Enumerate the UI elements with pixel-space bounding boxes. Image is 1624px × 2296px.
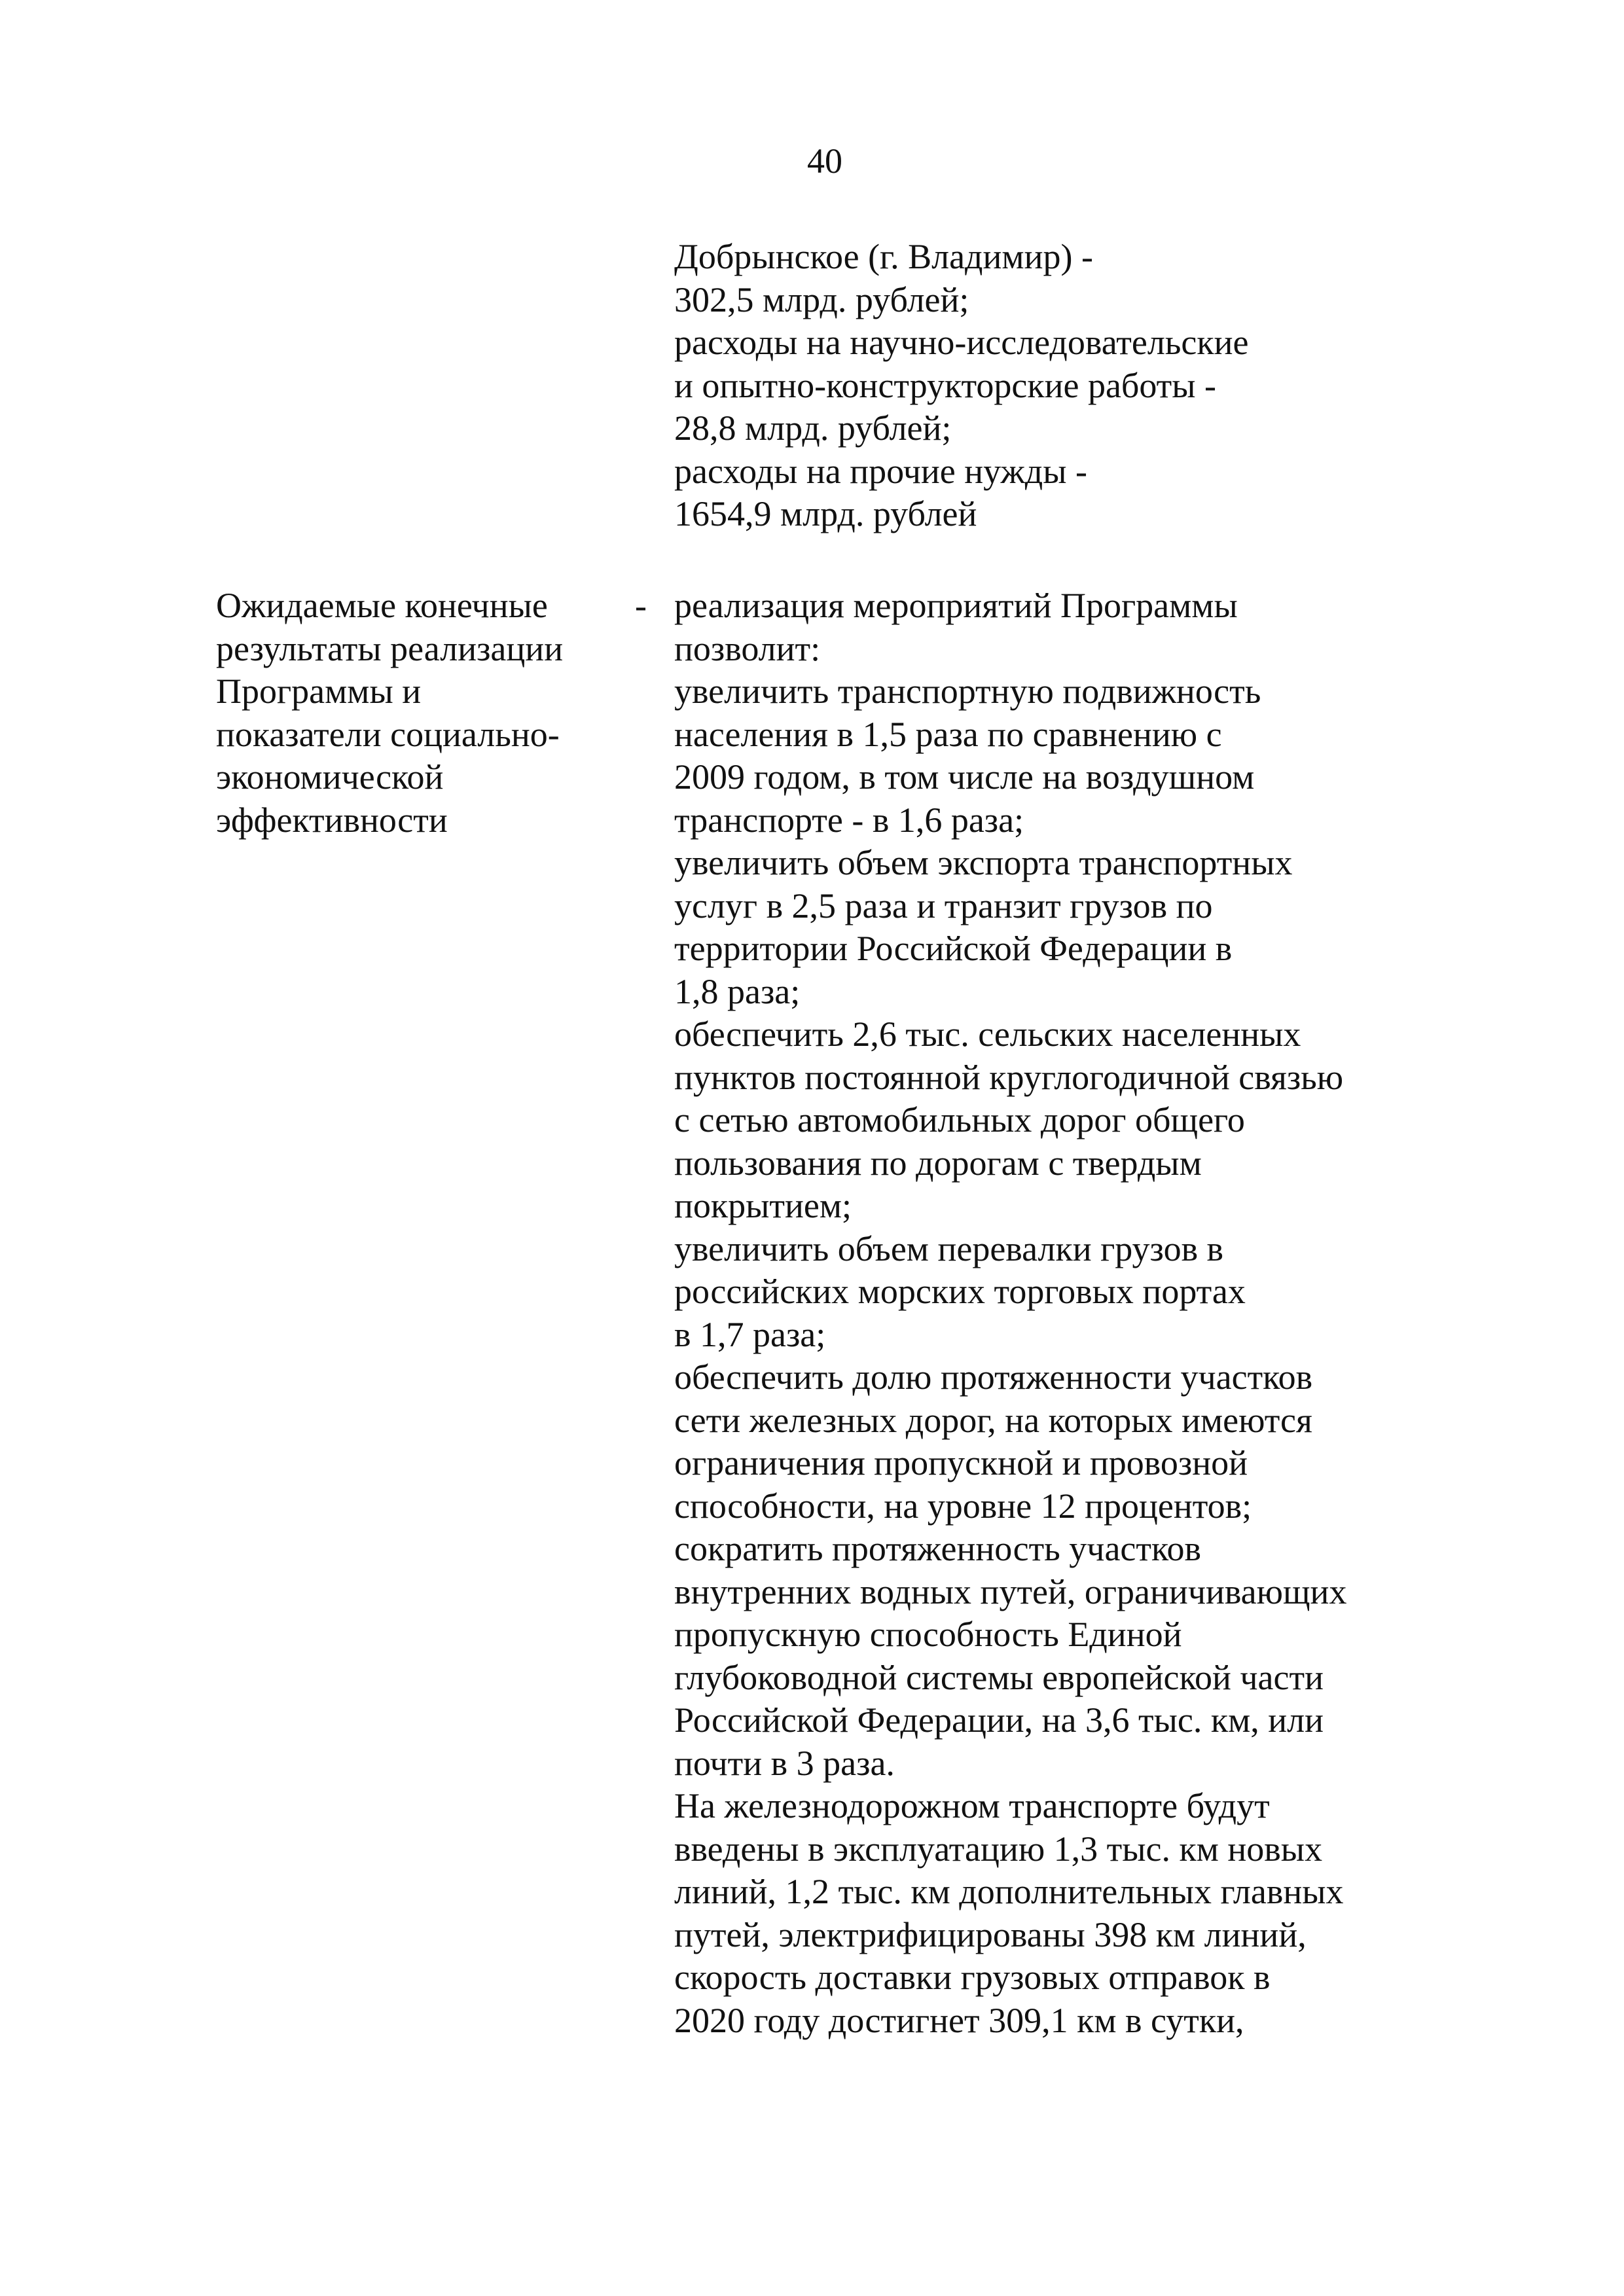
results-content-text-line: 1,8 раза; [674, 971, 801, 1011]
results-content-text-line: российских морских торговых портах [674, 1272, 1246, 1311]
results-content-text-line: в 1,7 раза; [674, 1314, 826, 1354]
funding-text-line: 1654,9 млрд. рублей [674, 494, 977, 533]
results-content-text-line: глубоководной системы европейской части [674, 1657, 1324, 1697]
funding-text-line: Добрынское (г. Владимир) - [674, 237, 1093, 276]
results-content-text-line: услуг в 2,5 раза и транзит грузов по [674, 886, 1213, 925]
funding-text-line: 302,5 млрд. рублей; [674, 279, 969, 319]
funding-text-line: 28,8 млрд. рублей; [674, 408, 952, 448]
results-content-text-line: транспорте - в 1,6 раза; [674, 800, 1024, 840]
results-section-content [674, 584, 1447, 2042]
results-content-text-line: пропускную способность Единой [674, 1615, 1182, 1654]
results-content-text-line: сети железных дорог, на которых имеются [674, 1400, 1312, 1440]
results-content-text-line: обеспечить долю протяженности участков [674, 1357, 1313, 1397]
results-label-text-line: Программы и [216, 672, 422, 711]
results-content-text-line: линий, 1,2 тыс. км дополнительных главных [674, 1872, 1344, 1911]
results-content-text-line: Российской Федерации, на 3,6 тыс. км, или [674, 1700, 1324, 1740]
page-number: 40 [807, 141, 842, 181]
results-content-text-line: введены в эксплуатацию 1,3 тыс. км новых [674, 1829, 1323, 1869]
results-content-text-line: с сетью автомобильных дорог общего [674, 1100, 1245, 1139]
results-content-text-line: пунктов постоянной круглогодичной связью [674, 1057, 1344, 1097]
results-content-text-line: способности, на уровне 12 процентов; [674, 1486, 1252, 1526]
results-label-text-line: Ожидаемые конечные [216, 586, 548, 625]
results-content-text-line: 2009 годом, в том числе на воздушном [674, 757, 1255, 797]
results-content-text-line: увеличить объем перевалки грузов в [674, 1229, 1224, 1268]
results-label-text-line: экономической [216, 757, 444, 797]
results-section-label [216, 584, 622, 842]
results-content-text-line: территории Российской Федерации в [674, 929, 1233, 968]
results-content-text-line: почти в 3 раза. [674, 1743, 895, 1783]
results-label-text-line: результаты реализации [216, 628, 564, 668]
funding-text-line: расходы на прочие нужды - [674, 451, 1087, 491]
results-content-text-line: путей, электрифицированы 398 км линий, [674, 1914, 1307, 1954]
results-content-text-line: реализация мероприятий Программы [674, 586, 1238, 625]
results-content-text-line: пользования по дорогам с твердым [674, 1143, 1202, 1183]
results-content-text-line: увеличить транспортную подвижность [674, 672, 1261, 711]
results-content-text-line: населения в 1,5 раза по сравнению с [674, 714, 1222, 754]
results-content-text-line: обеспечить 2,6 тыс. сельских населенных [674, 1014, 1301, 1054]
results-content-text-line: На железнодорожном транспорте будут [674, 1786, 1270, 1825]
results-content-text-line: 2020 году достигнет 309,1 км в сутки, [674, 2000, 1244, 2040]
results-content-text-line: увеличить объем экспорта транспортных [674, 843, 1293, 882]
funding-text-line: расходы на научно-исследовательские [674, 323, 1249, 362]
results-content-text-line: ограничения пропускной и провозной [674, 1443, 1248, 1482]
funding-continuation-block [674, 236, 1447, 536]
results-content-text-line: внутренних водных путей, ограничивающих [674, 1571, 1347, 1611]
results-content-text-line: скорость доставки грузовых отправок в [674, 1958, 1271, 1997]
results-content-text-line: позволит: [674, 628, 821, 668]
funding-text-line: и опытно-конструкторские работы - [674, 365, 1217, 405]
section-separator-dash: - [635, 586, 647, 625]
results-label-text-line: эффективности [216, 800, 448, 840]
results-content-text-line: сократить протяженность участков [674, 1529, 1201, 1568]
results-label-text-line: показатели социально- [216, 714, 560, 754]
results-content-text-line: покрытием; [674, 1186, 852, 1225]
